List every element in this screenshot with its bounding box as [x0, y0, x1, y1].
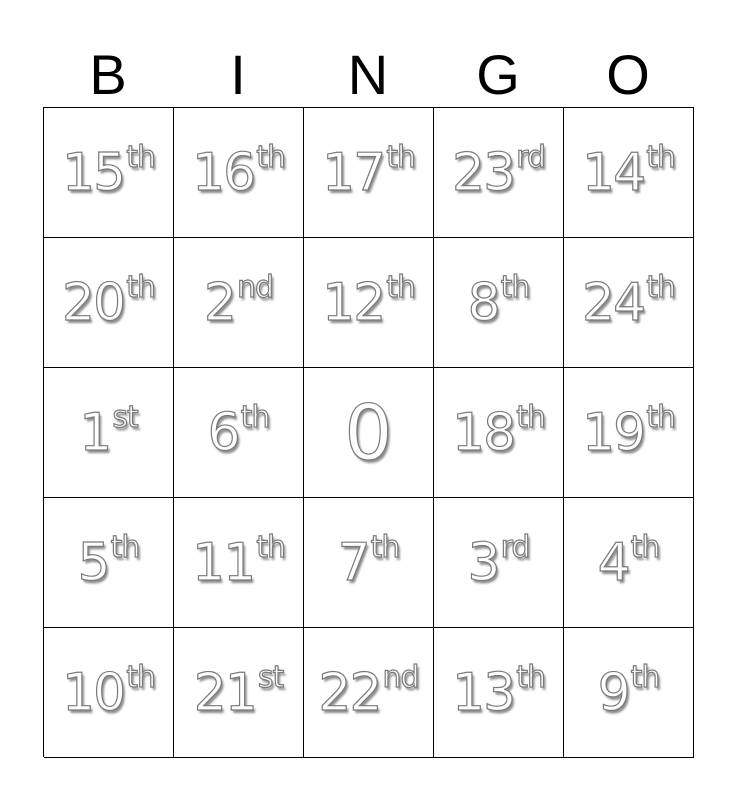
cell-label — [582, 399, 675, 463]
cell-number: 17 — [322, 142, 385, 203]
cell-label — [344, 387, 392, 477]
cell-suffix: th — [516, 659, 545, 695]
cell-number: 6 — [207, 402, 239, 463]
bingo-cell[interactable] — [174, 498, 304, 628]
cell-number: 21 — [193, 662, 256, 723]
cell-label — [77, 529, 140, 593]
header-letter-o: O — [606, 43, 650, 106]
cell-label — [79, 399, 138, 463]
cell-label — [192, 529, 285, 593]
bingo-cell[interactable] — [304, 238, 434, 368]
cell-number: 3 — [467, 532, 499, 593]
header-letter-g: G — [476, 43, 520, 106]
bingo-cell[interactable] — [434, 368, 564, 498]
cell-label — [192, 139, 285, 203]
cell-label — [597, 659, 660, 723]
cell-suffix: th — [110, 529, 140, 565]
cell-number: 4 — [597, 532, 629, 593]
cell-number: 20 — [62, 272, 125, 333]
cell-suffix: th — [256, 139, 285, 175]
bingo-cell[interactable] — [564, 628, 694, 758]
bingo-cell[interactable] — [44, 498, 174, 628]
cell-label — [467, 269, 530, 333]
cell-label — [318, 659, 419, 723]
bingo-header — [43, 44, 694, 106]
cell-number: 10 — [62, 662, 125, 723]
cell-suffix: nd — [382, 659, 419, 695]
cell-label — [62, 269, 155, 333]
bingo-board — [43, 107, 694, 757]
cell-label — [62, 139, 155, 203]
cell-label — [322, 269, 415, 333]
cell-suffix: th — [386, 269, 415, 305]
bingo-cell[interactable] — [564, 368, 694, 498]
cell-number: 12 — [322, 272, 385, 333]
cell-label — [337, 529, 400, 593]
cell-number: 9 — [597, 662, 629, 723]
bingo-cell[interactable] — [564, 108, 694, 238]
bingo-cell[interactable] — [174, 368, 304, 498]
bingo-cell[interactable] — [44, 238, 174, 368]
bingo-cell[interactable] — [434, 108, 564, 238]
cell-suffix: th — [630, 659, 660, 695]
bingo-cell[interactable] — [44, 108, 174, 238]
cell-label — [582, 139, 675, 203]
cell-suffix: th — [240, 399, 270, 435]
bingo-cell[interactable] — [434, 628, 564, 758]
cell-suffix: th — [386, 139, 415, 175]
header-letter-b: B — [89, 43, 127, 106]
bingo-cell[interactable] — [304, 108, 434, 238]
cell-number: 19 — [582, 402, 645, 463]
bingo-cell[interactable] — [174, 628, 304, 758]
cell-number: 24 — [582, 272, 645, 333]
header-letter-n: N — [347, 43, 389, 106]
cell-suffix: th — [126, 139, 155, 175]
cell-number: 13 — [452, 662, 515, 723]
cell-label — [582, 269, 675, 333]
cell-label — [467, 529, 530, 593]
cell-number: 0 — [344, 387, 391, 477]
bingo-cell-center[interactable] — [304, 368, 434, 498]
bingo-cell[interactable] — [44, 628, 174, 758]
cell-number: 16 — [192, 142, 255, 203]
cell-suffix: th — [630, 529, 660, 565]
cell-suffix: th — [646, 399, 675, 435]
cell-number: 15 — [62, 142, 125, 203]
cell-suffix: th — [126, 269, 155, 305]
cell-suffix: th — [256, 529, 285, 565]
cell-suffix: th — [646, 139, 675, 175]
bingo-cell[interactable] — [304, 498, 434, 628]
cell-label — [193, 659, 284, 723]
cell-number: 23 — [451, 142, 515, 203]
cell-number: 11 — [192, 532, 255, 593]
cell-suffix: st — [257, 659, 284, 695]
cell-number: 1 — [79, 402, 111, 463]
cell-label — [322, 139, 415, 203]
cell-suffix: th — [370, 529, 400, 565]
cell-suffix: st — [112, 399, 138, 435]
cell-number: 14 — [582, 142, 645, 203]
cell-suffix: th — [126, 659, 155, 695]
cell-label — [452, 659, 545, 723]
bingo-cell[interactable] — [174, 108, 304, 238]
cell-label — [452, 399, 545, 463]
cell-suffix: rd — [516, 139, 546, 175]
cell-suffix: rd — [500, 529, 530, 565]
cell-number: 22 — [318, 662, 381, 723]
cell-suffix: th — [646, 269, 675, 305]
bingo-cell[interactable] — [564, 498, 694, 628]
bingo-cell[interactable] — [304, 628, 434, 758]
cell-suffix: nd — [237, 269, 274, 305]
cell-label — [597, 529, 660, 593]
cell-number: 5 — [77, 532, 109, 593]
bingo-cell[interactable] — [564, 238, 694, 368]
bingo-cell[interactable] — [174, 238, 304, 368]
header-letter-i: I — [230, 43, 246, 106]
bingo-cell[interactable] — [434, 498, 564, 628]
cell-suffix: th — [500, 269, 530, 305]
cell-number: 18 — [452, 402, 515, 463]
cell-number: 2 — [203, 272, 236, 333]
bingo-cell[interactable] — [434, 238, 564, 368]
cell-label — [203, 269, 274, 333]
cell-label — [62, 659, 155, 723]
cell-suffix: th — [516, 399, 545, 435]
cell-number: 7 — [337, 532, 369, 593]
bingo-cell[interactable] — [44, 368, 174, 498]
cell-label — [207, 399, 270, 463]
cell-number: 8 — [467, 272, 499, 333]
cell-label — [451, 139, 546, 203]
